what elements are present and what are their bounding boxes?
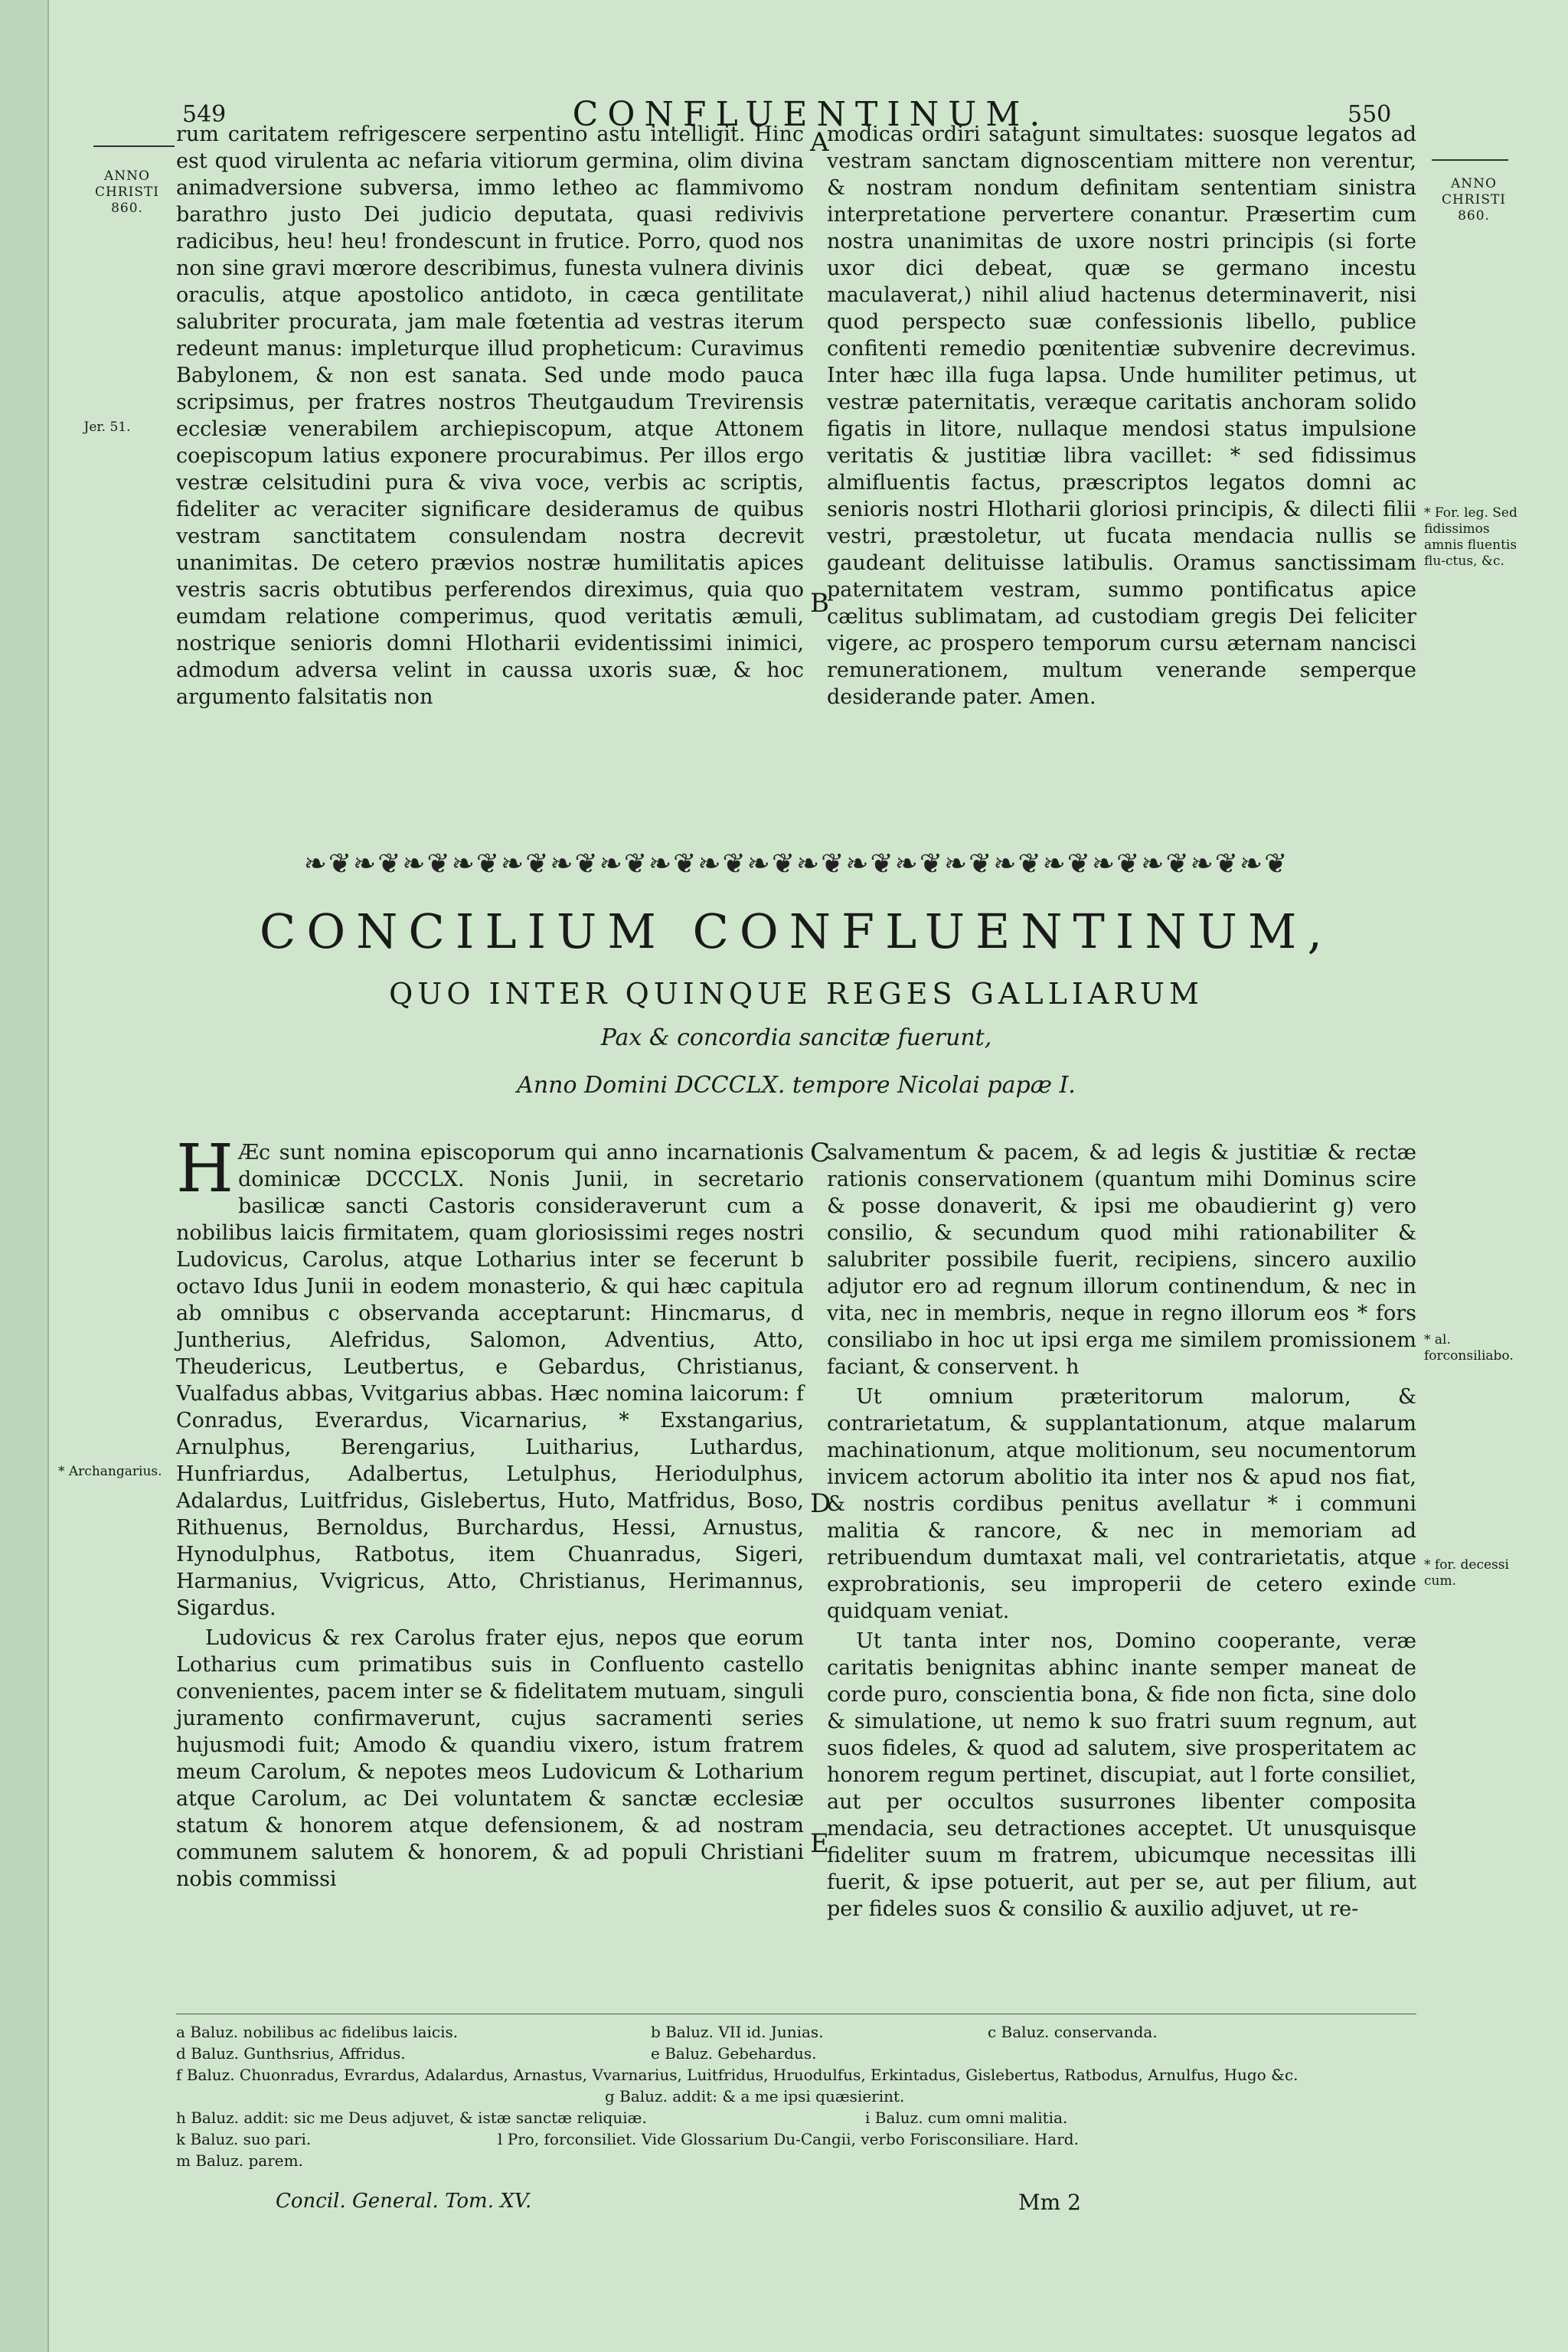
- footnote: m Baluz. parem.: [176, 2151, 303, 2170]
- margin-note-al: * al. forconsiliabo.: [1424, 1332, 1514, 1364]
- running-title: CONFLUENTINUM.: [572, 95, 1050, 134]
- top-right-column: [827, 121, 1416, 714]
- footnote: c Baluz. conservanda.: [988, 2023, 1158, 2041]
- margin-note-archangarius: * Archangarius.: [58, 1464, 162, 1479]
- footnote: k Baluz. suo pari.: [176, 2130, 312, 2148]
- footnote: h Baluz. addit: sic me Deus adjuvet, & istæ sanctæ reliquiæ.: [176, 2109, 647, 2127]
- footnote: b Baluz. VII id. Junias.: [651, 2023, 824, 2041]
- footnote-row: [176, 2086, 1416, 2107]
- footnote-row: [176, 2043, 1416, 2064]
- bottom-left-paragraph-1-text: Æc sunt nomina episcoporum qui anno incarnationis dominicæ DCCCLX. Nonis Junii, in secretario basilicæ sancti Castoris consideraverunt cum a nobilibus laicis firmitatem, quam gloriosissimi reges nostri Ludovicus, Carolus, atque Lotharius inter se fecerunt b octavo Idus Junii in eodem monasterio, & qui hæc capitula ab omnibus c observanda acceptarunt: Hincmarus, d Juntherius, Alefridus, Salomon, Adventius, Atto, Theudericus, Leutbertus, e Gebardus, Christianus, Vualfadus abbas, Vvitgarius abbas. Hæc nomina laicorum: f Conradus, Everardus, Vicarnarius, * Exstangarius, Arnulphus, Berengarius, Luitharius, Luthardus, Hunfriardus, Adalbertus, Letulphus, Heriodulphus, Adalardus, Luitfridus, Gislebertus, Huto, Matfridus, Boso, Rithuenus, Bernoldus, Burchardus, Hessi, Arnustus, Hynodulphus, Ratbotus, item Chuanradus, Sigeri, Harmanius, Vvigricus, Atto, Christianus, Herimannus, Sigardus.: [176, 1141, 804, 1620]
- bottom-right-paragraph-2: Ut omnium præteritorum malorum, & contrarietatum, & supplantationum, atque malarum machinationum, atque molitionum, seu nocumentorum invicem actorum abolitio ita inter nos & apud nos fiat, & nostris cordibus penitus avellatur * i communi malitia & rancore, & nec in memoriam ad retribuendum dumtaxat mali, vel contrarietatis, atque exprobrationis, seu improperii de cetero exinde quidquam veniat.: [827, 1385, 1416, 1623]
- footnote: g Baluz. addit: & a me ipsi quæsierint.: [605, 2087, 905, 2105]
- anno-christi-right: ANNO CHRISTI 860.: [1441, 176, 1507, 224]
- bottom-right-paragraph-3: Ut tanta inter nos, Domino cooperante, veræ caritatis benignitas abhinc inante semper maneat de corde puro, conscientia bona, & fide non ficta, sine dolo & simulatione, ut nemo k suo fratri suum regnum, aut suos fideles, & quod ad salutem, sive prosperitatem ac honorem regum pertinet, discupiat, aut l forte consiliet, aut per occultos susurrones libenter composita mendacia, seu detractiones acceptet. Ut unusquisque fideliter suum m fratrem, ubicumque necessitas illi fuerit, & ipse potuerit, aut per se, aut per filium, aut per fideles suos & consilio & auxilio adjuvet, ut re-: [827, 1629, 1416, 1921]
- chapter-date: Anno Domini DCCCLX. tempore Nicolai papæ I.: [517, 1072, 1076, 1099]
- top-left-column: [176, 121, 804, 714]
- bottom-right-column: [827, 1139, 1416, 1926]
- signature-mark: Mm 2: [1018, 2190, 1081, 2215]
- margin-rule-left: [93, 145, 175, 147]
- footnote-row: [176, 2021, 1416, 2043]
- footnote: f Baluz. Chuonradus, Evrardus, Adalardus, Arnastus, Vvarnarius, Luitfridus, Hruodulfus, Erkintadus, Gislebertus, Ratbodus, Arnulfus, Hugo &c.: [176, 2066, 1298, 2084]
- book-page: [54, 0, 1568, 2352]
- top-left-text: rum caritatem refrigescere serpentino astu intelligit. Hinc est quod virulenta ac nefaria vitiorum germina, olim divina animadversione subversa, immo letheo ac flammivomo barathro justo Dei judicio deputata, quasi redivivis radicibus, heu! heu! frondescunt in frutice. Porro, quod nos non sine gravi mœrore describimus, funesta vulnera divinis oraculis, atque apostolico antidoto, in cæca gentilitate salubriter procurata, jam male fœtentia ad vestras iterum redeunt manus: impleturque illud propheticum: Curavimus Babylonem, & non est sanata. Sed unde modo pauca scripsimus, per fratres nostros Theutgaudum Trevirensis ecclesiæ venerabilem archiepiscopum, atque Attonem coepiscopum latius exponere procurabimus. Per illos ergo vestræ celsitudini pura & viva voce, verbis ac scriptis, fideliter ac veraciter significare desideramus de quibus vestram sanctitatem consulendam nostra decrevit unanimitas. De cetero prævios nostræ humilitatis apices vestris sacris obtutibus perferendos direximus, quia quo eumdam relatione comperimus, quod veritatis æmuli, nostrique senioris domni Hlotharii evidentissimi inimici, admodum adversa velint in caussa uxoris suæ, & hoc argumento falsitatis non: [176, 122, 804, 709]
- adjacent-page-edge: [0, 0, 49, 2352]
- section-letter-a: A: [810, 127, 829, 158]
- footnote: e Baluz. Gebehardus.: [651, 2044, 817, 2063]
- section-letter-e: E: [810, 1828, 829, 1859]
- bottom-left-paragraph-1: [176, 1131, 804, 1622]
- page-number-right: 550: [1348, 101, 1392, 128]
- ornamental-band: ❧❦❧❦❧❦❧❦❧❦❧❦❧❦❧❦❧❦❧❦❧❦❧❦❧❦❧❦❧❦❧❦❧❦❧❦❧❦❧❦: [303, 848, 1289, 879]
- footnote-row: [176, 2128, 1416, 2150]
- margin-note-decessi: * for. decessi cum.: [1424, 1557, 1509, 1589]
- anno-christi-left: ANNO CHRISTI 860.: [94, 168, 160, 216]
- bottom-left-column: [176, 1131, 804, 1896]
- bottom-left-paragraph-2: Ludovicus & rex Carolus frater ejus, nepos que eorum Lotharius cum primatibus suis in Confluento castello convenientes, pacem inter se & fidelitatem mutuam, singuli juramento confirmaverunt, cujus sacramenti series hujusmodi fuit; Amodo & quandiu vixero, istum fratrem meum Carolum, & nepotes meos Ludovicum & Lotharium atque Carolum, ac Dei voluntatem & sanctæ ecclesiæ statum & honorem atque defensionem, & ad nostram communem salutem & honorem, & ad populi Christiani nobis commissi: [176, 1626, 804, 1891]
- footnote-row: [176, 2150, 1416, 2171]
- scripture-reference: Jer. 51.: [83, 420, 131, 435]
- section-letter-d: D: [810, 1488, 831, 1519]
- footnote: l Pro, forconsiliet. Vide Glossarium Du-Cangii, verbo Forisconsiliare. Hard.: [498, 2130, 1079, 2148]
- top-right-text: modicas ordiri satagunt simultates: suosque legatos ad vestram sanctam dignoscentiam mittere non verentur, & nostram nondum definitam sententiam sinistra interpretatione pervertere conantur. Præsertim cum nostra unanimitas de uxore nostri principis (si forte uxor dici debeat, quæ se germano incestu maculaverat,) nihil aliud hactenus determinaverit, nisi quod perspecto suæ confessionis libello, publice confitenti remedio pœnitentiæ subvenire decrevimus. Inter hæc illa fuga lapsa. Unde humiliter petimus, ut vestræ paternitatis, veræque caritatis anchoram solido figatis in litore, nullaque mendosi status impulsione veritatis & justitiæ libra vacillet: * sed fidissimus almifluentis factus, præscriptos legatos domni ac senioris nostri Hlotharii gloriosi principis, & dilecti filii vestri, præstoletur, ut fucata mendacia nullis se gaudeant delituisse latibulis. Oramus sanctissimam paternitatem vestram, summo pontificatus apice cælitus sublimatam, ad custodiam gregis Dei feliciter vigere, ac prospero temporum cursu æternam nancisci remunerationem, multum venerande semperque desiderande pater. Amen.: [827, 122, 1416, 709]
- chapter-subtitle: QUO INTER QUINQUE REGES GALLIARUM: [389, 977, 1204, 1011]
- footnote: i Baluz. cum omni malitia.: [865, 2109, 1068, 2127]
- footnotes: [176, 2021, 1416, 2171]
- section-letter-b: B: [810, 588, 829, 619]
- page-number-left: 549: [182, 101, 227, 128]
- chapter-subtitle-2: Pax & concordia sancitæ fuerunt,: [600, 1024, 992, 1051]
- volume-signature: Concil. General. Tom. XV.: [276, 2190, 532, 2213]
- footnote: d Baluz. Gunthsrius, Affridus.: [176, 2044, 406, 2063]
- footnote-row: [176, 2107, 1416, 2128]
- footnote-row: [176, 2064, 1416, 2086]
- bottom-right-paragraph-1: salvamentum & pacem, & ad legis & justitiæ & rectæ rationis conservationem (quantum mihi Dominus scire & posse donaverit, & ipsi me obaudierint g) vero consilio, & secundum quod mihi rationabiliter & salubriter possibile fuerit, recipiens, sincero auxilio adjutor ero ad regnum illorum continendum, & nec in vita, nec in membris, neque in regno illorum eos * fors consiliabo in hoc ut ipsi erga me similem promissionem faciant, & conservent. h: [827, 1141, 1416, 1379]
- footnote: a Baluz. nobilibus ac fidelibus laicis.: [176, 2023, 459, 2041]
- drop-cap: H: [176, 1131, 234, 1207]
- margin-note-for: * For. leg. Sed fidissimos amnis fluentis flu-ctus, &c.: [1424, 505, 1517, 569]
- chapter-title: CONCILIUM CONFLUENTINUM,: [259, 903, 1334, 959]
- margin-rule-right: [1432, 159, 1508, 161]
- section-letter-c: C: [810, 1138, 831, 1168]
